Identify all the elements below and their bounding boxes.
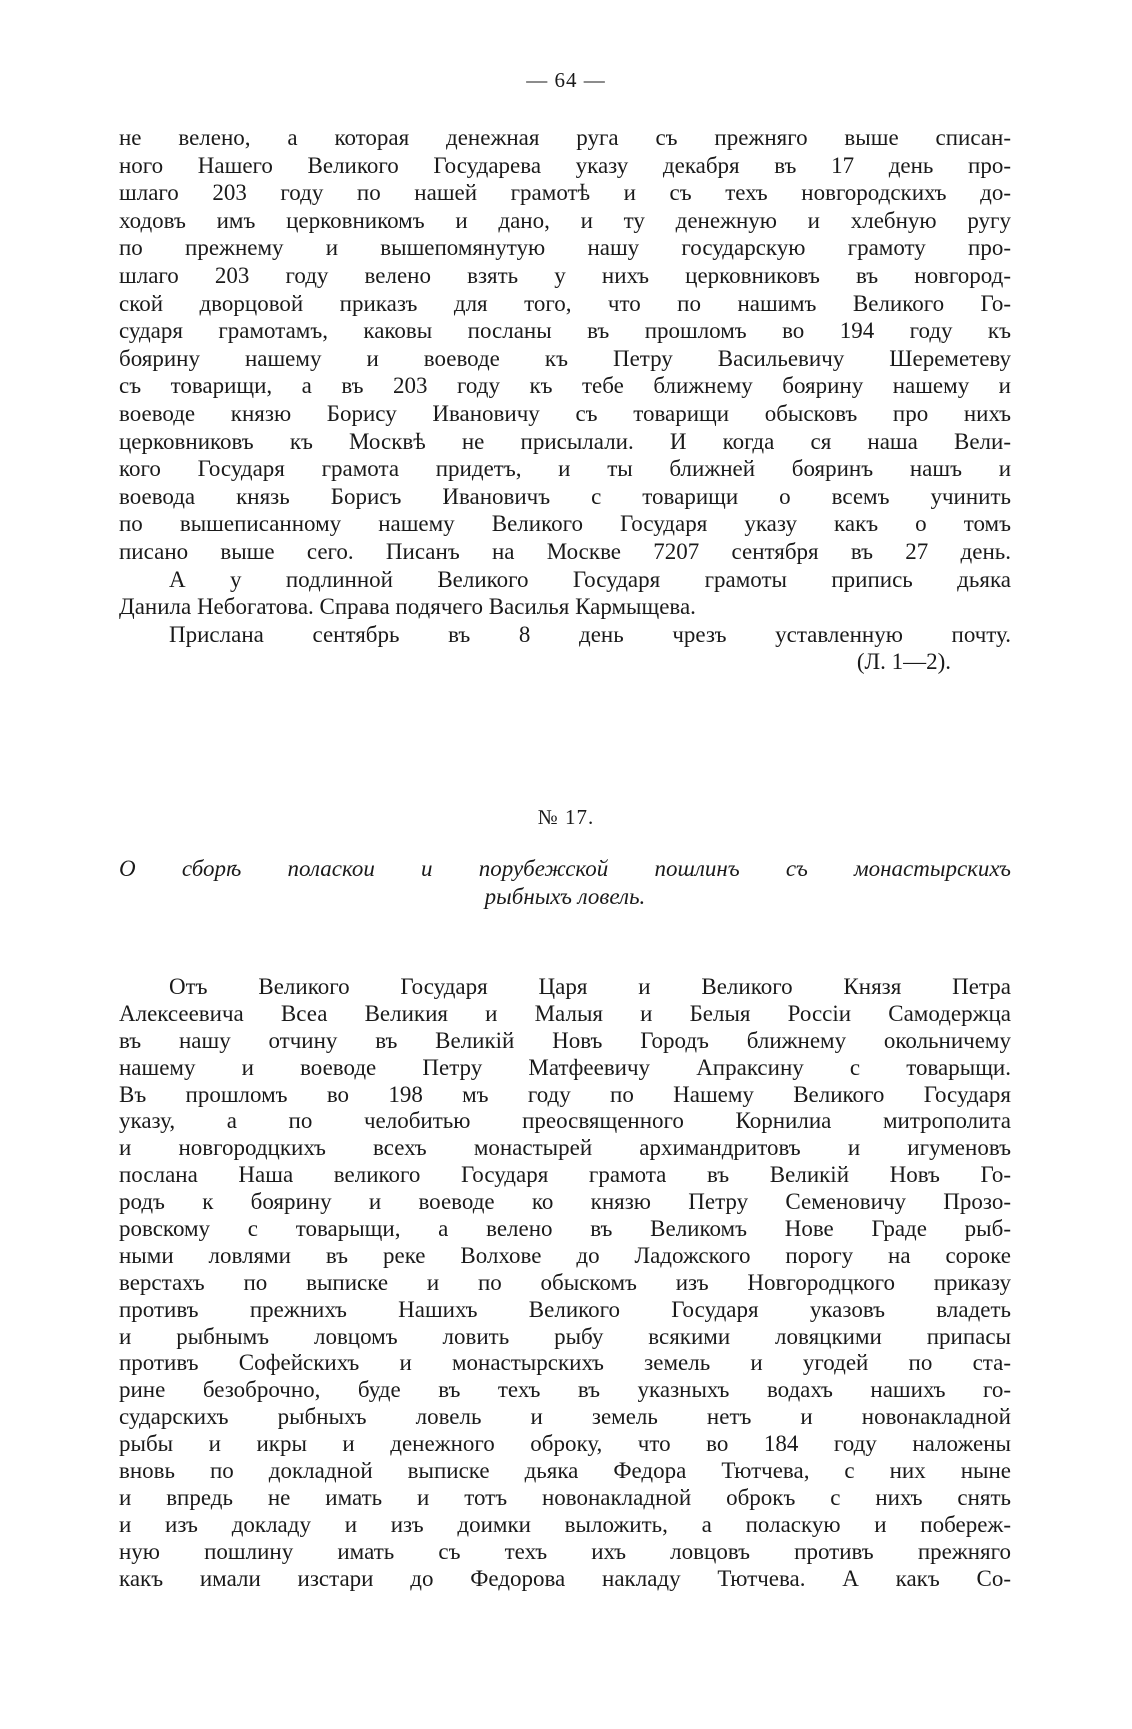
- text-line: и впредь не имать и тотъ новонакладной оброкъ с нихъ снять: [119, 1484, 1011, 1510]
- document-body: [119, 974, 1011, 1592]
- text-line: рине безоброчно, буде въ техъ въ указныхъ водахъ нашихъ го-: [119, 1377, 1011, 1403]
- text-line: ходовъ имъ церковникомъ и дано, и ту денежную и хлебную ругу: [119, 207, 1011, 233]
- title-line: О сборѣ поласкои и порубежской пошлинъ съ монастырскихъ: [119, 856, 1011, 881]
- continued-text-block: [119, 124, 1011, 676]
- text-line: противъ прежнихъ Нашихъ Великого Государя указовъ владеть: [119, 1296, 1011, 1322]
- text-line: съ товарищи, а въ 203 году къ тебе ближнему боярину нашему и: [119, 373, 1011, 399]
- title-line: рыбныхъ ловель.: [484, 884, 646, 909]
- text-line: въ нашу отчину въ Великій Новъ Городъ ближнему окольничему: [119, 1027, 1011, 1053]
- text-line: противъ Софейскихъ и монастырскихъ земель и угодей по ста-: [119, 1350, 1011, 1376]
- text-line: ную пошлину имать съ техъ ихъ ловцовъ противъ прежняго: [119, 1538, 1011, 1564]
- page-number: — 64 —: [526, 68, 606, 92]
- signature-line: А у подлинной Великого Государя грамоты припись дьяка: [169, 566, 1011, 592]
- text-line: не велено, а которая денежная руга съ прежняго выше списан-: [119, 125, 1011, 150]
- text-line: кого Государя грамота придетъ, и ты ближней бояринъ нашъ и: [119, 456, 1011, 482]
- text-line: по вышеписанному нашему Великого Государя указу какъ о томъ: [119, 511, 1011, 537]
- text-line: сударскихъ рыбныхъ ловель и земель нетъ и новонакладной: [119, 1404, 1011, 1430]
- text-line: воевода князь Борисъ Ивановичъ с товарищи о всемъ учинить: [119, 483, 1011, 509]
- text-line: указу, а по челобитью преосвященного Корнилиа митрополита: [119, 1108, 1011, 1134]
- text-line: какъ имали изстари до Федорова накладу Тютчева. А какъ Со-: [119, 1565, 1011, 1591]
- text-line: и рыбнымъ ловцомъ ловить рыбу всякими ловяцкими припасы: [119, 1323, 1011, 1349]
- text-line: и изъ докладу и изъ доимки выложить, а поласкую и побереж-: [119, 1511, 1011, 1537]
- text-line: ской дворцовой приказъ для того, что по нашимъ Великого Го-: [119, 290, 1011, 316]
- text-line: воеводе князю Борису Ивановичу съ товарищи обысковъ про нихъ: [119, 400, 1011, 426]
- document-title: [119, 855, 1011, 911]
- text-line: писано выше сего. Писанъ на Москве 7207 сентября въ 27 день.: [119, 538, 1011, 564]
- signature-line: Данила Небогатова. Справа подячего Василья Кармыщева.: [119, 594, 696, 620]
- text-line: ровскому с товарыщи, а велено въ Великомъ Нове Граде рыб-: [119, 1216, 1011, 1242]
- text-line: сударя грамотамъ, каковы посланы въ прошломъ во 194 году къ: [119, 318, 1011, 344]
- folio-reference: (Л. 1—2).: [856, 649, 951, 675]
- text-line: шлаго 203 году по нашей грамотѣ и съ техъ новгородскихъ до-: [119, 180, 1011, 206]
- document-number: № 17.: [537, 805, 595, 829]
- text-line: нашему и воеводе Петру Матфеевичу Апраксину с товарыщи.: [119, 1054, 1011, 1080]
- text-line: Отъ Великого Государя Царя и Великого Князя Петра: [169, 974, 1011, 999]
- text-line: верстахъ по выписке и по обыскомъ изъ Новгородцкого приказу: [119, 1269, 1011, 1295]
- text-line: ного Нашего Великого Государева указу декабря въ 17 день про-: [119, 152, 1011, 178]
- text-line: шлаго 203 году велено взять у нихъ церковниковъ въ новгород-: [119, 262, 1011, 288]
- text-line: Въ прошломъ во 198 мъ году по Нашему Великого Государя: [119, 1081, 1011, 1107]
- text-line: послана Наша великого Государя грамота въ Великій Новъ Го-: [119, 1162, 1011, 1188]
- text-line: Алексеевича Всеа Великия и Малыя и Белыя Россіи Самодержца: [119, 1000, 1011, 1026]
- text-line: родъ к боярину и воеводе ко князю Петру Семеновичу Прозо-: [119, 1189, 1011, 1215]
- text-line: боярину нашему и воеводе къ Петру Васильевичу Шереметеву: [119, 345, 1011, 371]
- text-line: и новгородцкихъ всехъ монастырей архимандритовъ и игуменовъ: [119, 1135, 1011, 1161]
- text-line: вновь по докладной выписке дьяка Федора Тютчева, с них ныне: [119, 1458, 1011, 1484]
- text-line: ными ловлями въ реке Волхове до Ладожского порогу на сороке: [119, 1242, 1011, 1268]
- delivery-line: Прислана сентябрь въ 8 день чрезъ уставленную почту.: [169, 621, 1011, 647]
- text-line: рыбы и икры и денежного оброку, что во 184 году наложены: [119, 1431, 1011, 1457]
- text-line: по прежнему и вышепомянутую нашу государскую грамоту про-: [119, 235, 1011, 261]
- text-line: церковниковъ къ Москвѣ не присылали. И когда ся наша Вели-: [119, 428, 1011, 454]
